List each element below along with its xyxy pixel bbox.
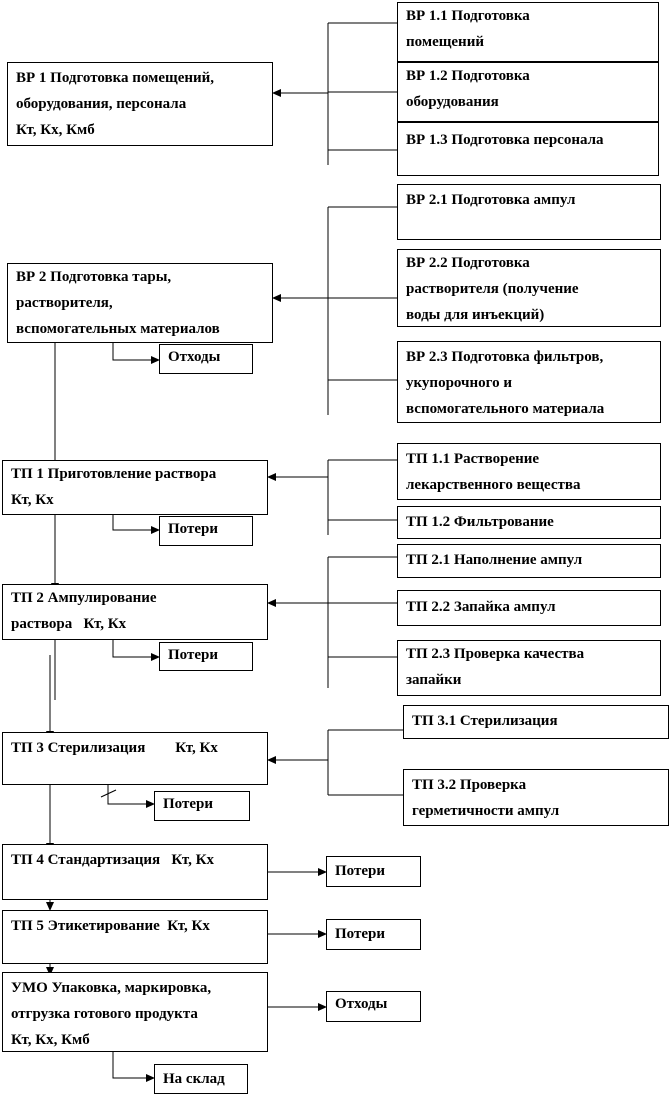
substep-vr1-3-line-1: ВР 1.3 Подготовка персонала — [406, 132, 604, 148]
substep-vr2-1 — [397, 184, 661, 240]
arrow-tp1-loss — [113, 515, 159, 530]
stage-tp5 — [2, 910, 268, 964]
substep-tp3-2 — [403, 769, 669, 826]
substep-vr2-2-line-2: растворителя (получение — [406, 281, 579, 297]
stage-tp4 — [2, 844, 268, 900]
substep-tp2-3-line-1: ТП 2.3 Проверка качества — [406, 646, 585, 662]
substep-tp3-2-line-1: ТП 3.2 Проверка — [412, 777, 527, 793]
substep-tp1-1-line-2: лекарственного вещества — [406, 477, 581, 493]
substep-vr1-3 — [397, 122, 659, 176]
substep-tp2-1 — [397, 544, 661, 578]
bracket-tp2 — [328, 557, 397, 688]
stage-vr1 — [7, 62, 273, 146]
output-tp4-loss-label: Потери — [335, 863, 385, 879]
output-tp3-loss-label: Потери — [163, 796, 213, 812]
output-tp1-loss-label: Потери — [168, 521, 218, 537]
substep-tp1-2-line-1: ТП 1.2 Фильтрование — [406, 514, 554, 530]
output-tp2-loss-label: Потери — [168, 647, 218, 663]
substep-tp1-1 — [397, 443, 661, 500]
output-tp1-loss — [159, 516, 253, 546]
substep-tp2-3-line-2: запайки — [406, 672, 462, 688]
arrow-tp3-loss — [108, 785, 154, 804]
stage-vr1-line-1: ВР 1 Подготовка помещений, — [16, 70, 215, 86]
substep-tp1-2 — [397, 506, 661, 539]
substep-vr2-3-line-2: укупорочного и — [406, 375, 512, 391]
substep-vr2-2-line-3: воды для инъекций) — [406, 307, 545, 323]
stage-umo-line-3: Кт, Кх, Кмб — [11, 1032, 90, 1048]
arrow-tp2-loss — [113, 640, 159, 657]
substep-vr2-3-line-3: вспомогательного материала — [406, 401, 605, 417]
substep-vr1-1-line-1: ВР 1.1 Подготовка — [406, 8, 530, 24]
stage-vr2-line-1: ВР 2 Подготовка тары, — [16, 269, 172, 285]
arrow-vr2-waste — [113, 343, 159, 360]
substep-vr2-2-line-1: ВР 2.2 Подготовка — [406, 255, 530, 271]
stage-vr2-line-2: растворителя, — [16, 295, 113, 311]
substep-vr2-2 — [397, 249, 661, 327]
substep-vr1-2-line-2: оборудования — [406, 94, 499, 110]
stage-tp1-line-1: ТП 1 Приготовление раствора — [11, 466, 217, 482]
substep-tp1-1-line-1: ТП 1.1 Растворение — [406, 451, 540, 467]
stage-tp3 — [2, 732, 268, 785]
stage-vr2 — [7, 263, 273, 343]
stage-vr1-line-2: оборудования, персонала — [16, 96, 187, 112]
substep-vr1-1-line-2: помещений — [406, 34, 484, 50]
substep-tp3-1 — [403, 705, 669, 739]
stage-tp2-line-2: раствора Кт, Кх — [11, 616, 127, 632]
output-warehouse-label: На склад — [163, 1071, 225, 1087]
substep-tp2-1-line-1: ТП 2.1 Наполнение ампул — [406, 552, 583, 568]
output-vr2-waste-label: Отходы — [168, 349, 221, 365]
bracket-vr1 — [328, 23, 397, 165]
stage-tp4-line-1: ТП 4 Стандартизация Кт, Кх — [11, 852, 215, 868]
stage-tp2 — [2, 584, 268, 640]
output-tp5-loss-label: Потери — [335, 926, 385, 942]
output-umo-waste-label: Отходы — [335, 996, 388, 1012]
output-vr2-waste — [159, 344, 253, 374]
stage-tp3-line-1: ТП 3 Стерилизация Кт, Кх — [11, 740, 218, 756]
substep-vr2-3-line-1: ВР 2.3 Подготовка фильтров, — [406, 349, 604, 365]
bracket-tp3 — [328, 730, 403, 795]
output-umo-waste — [326, 991, 421, 1022]
stage-vr1-line-3: Кт, Кх, Кмб — [16, 122, 95, 138]
output-tp2-loss — [159, 642, 253, 671]
substep-vr2-3 — [397, 341, 661, 423]
stage-umo — [2, 972, 268, 1052]
stage-vr2-line-3: вспомогательных материалов — [16, 321, 220, 337]
bracket-tp1 — [328, 460, 397, 535]
stage-tp1-line-2: Кт, Кх — [11, 492, 54, 508]
substep-vr1-2-line-1: ВР 1.2 Подготовка — [406, 68, 530, 84]
substep-vr2-1-line-1: ВР 2.1 Подготовка ампул — [406, 192, 576, 208]
stage-umo-line-2: отгрузка готового продукта — [11, 1006, 198, 1022]
substep-vr1-1 — [397, 2, 659, 62]
substep-tp2-2 — [397, 590, 661, 626]
substep-tp3-1-line-1: ТП 3.1 Стерилизация — [412, 713, 558, 729]
output-warehouse — [154, 1064, 248, 1094]
output-tp5-loss — [326, 919, 421, 950]
stage-tp1 — [2, 460, 268, 515]
bracket-vr2 — [328, 207, 397, 415]
substep-vr1-2 — [397, 62, 659, 122]
stage-umo-line-1: УМО Упаковка, маркировка, — [11, 980, 212, 996]
substep-tp2-3 — [397, 640, 661, 696]
substep-tp2-2-line-1: ТП 2.2 Запайка ампул — [406, 599, 556, 615]
substep-tp3-2-line-2: герметичности ампул — [412, 803, 560, 819]
stage-tp2-line-1: ТП 2 Ампулирование — [11, 590, 157, 606]
output-tp3-loss — [154, 791, 250, 821]
stage-tp5-line-1: ТП 5 Этикетирование Кт, Кх — [11, 918, 210, 934]
output-tp4-loss — [326, 856, 421, 887]
